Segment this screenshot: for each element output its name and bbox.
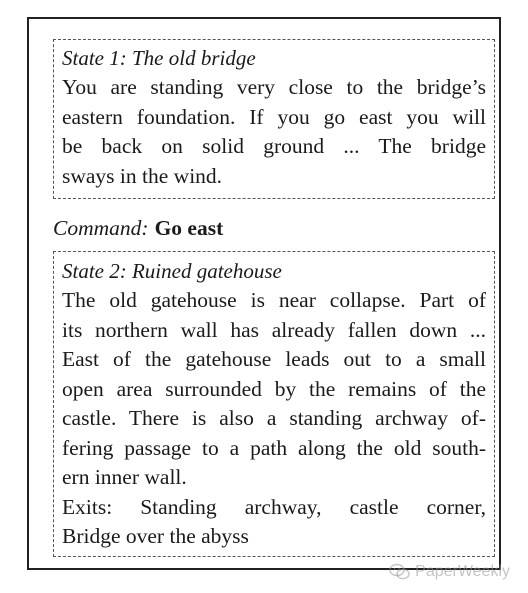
figure-frame: [27, 17, 501, 570]
watermark-text: PaperWeekly: [415, 563, 510, 580]
state-2-line: its northern wall has already fallen down ...: [62, 317, 486, 342]
state-2-box: [53, 251, 495, 557]
state-1-title: State 1: The old bridge: [62, 46, 256, 70]
state-2-exits-line: Exits: Standing archway, castle corner,: [62, 494, 486, 519]
state-2-line: castle. There is also a standing archway of-: [62, 406, 486, 430]
wechat-logo-icon: [389, 563, 411, 581]
state-2-line: fering passage to a path along the old south-: [62, 435, 486, 460]
state-2-line: open area surrounded by the remains of the: [62, 376, 486, 401]
state-2-line: East of the gatehouse leads out to a small: [62, 347, 486, 371]
state-2-title: State 2: Ruined gatehouse: [62, 259, 282, 283]
state-2-line: ern inner wall.: [62, 465, 187, 489]
state-1-line: You are standing very close to the bridge’s: [62, 75, 486, 99]
state-2-line: The old gatehouse is near collapse. Part of: [62, 288, 486, 312]
state-2-description: [62, 286, 486, 552]
state-1-box: [53, 39, 495, 199]
command-row: [53, 214, 223, 243]
state-1-line: sways in the wind.: [62, 163, 223, 188]
state-1-description: [62, 73, 486, 191]
command-value: Go east: [154, 216, 224, 240]
state-2-exits-line: Bridge over the abyss: [62, 524, 249, 548]
state-1-line: eastern foundation. If you go east you will: [62, 104, 486, 129]
state-1-line: be back on solid ground ... The bridge: [62, 134, 486, 158]
watermark: [389, 563, 510, 581]
command-label: Command:: [53, 216, 149, 240]
